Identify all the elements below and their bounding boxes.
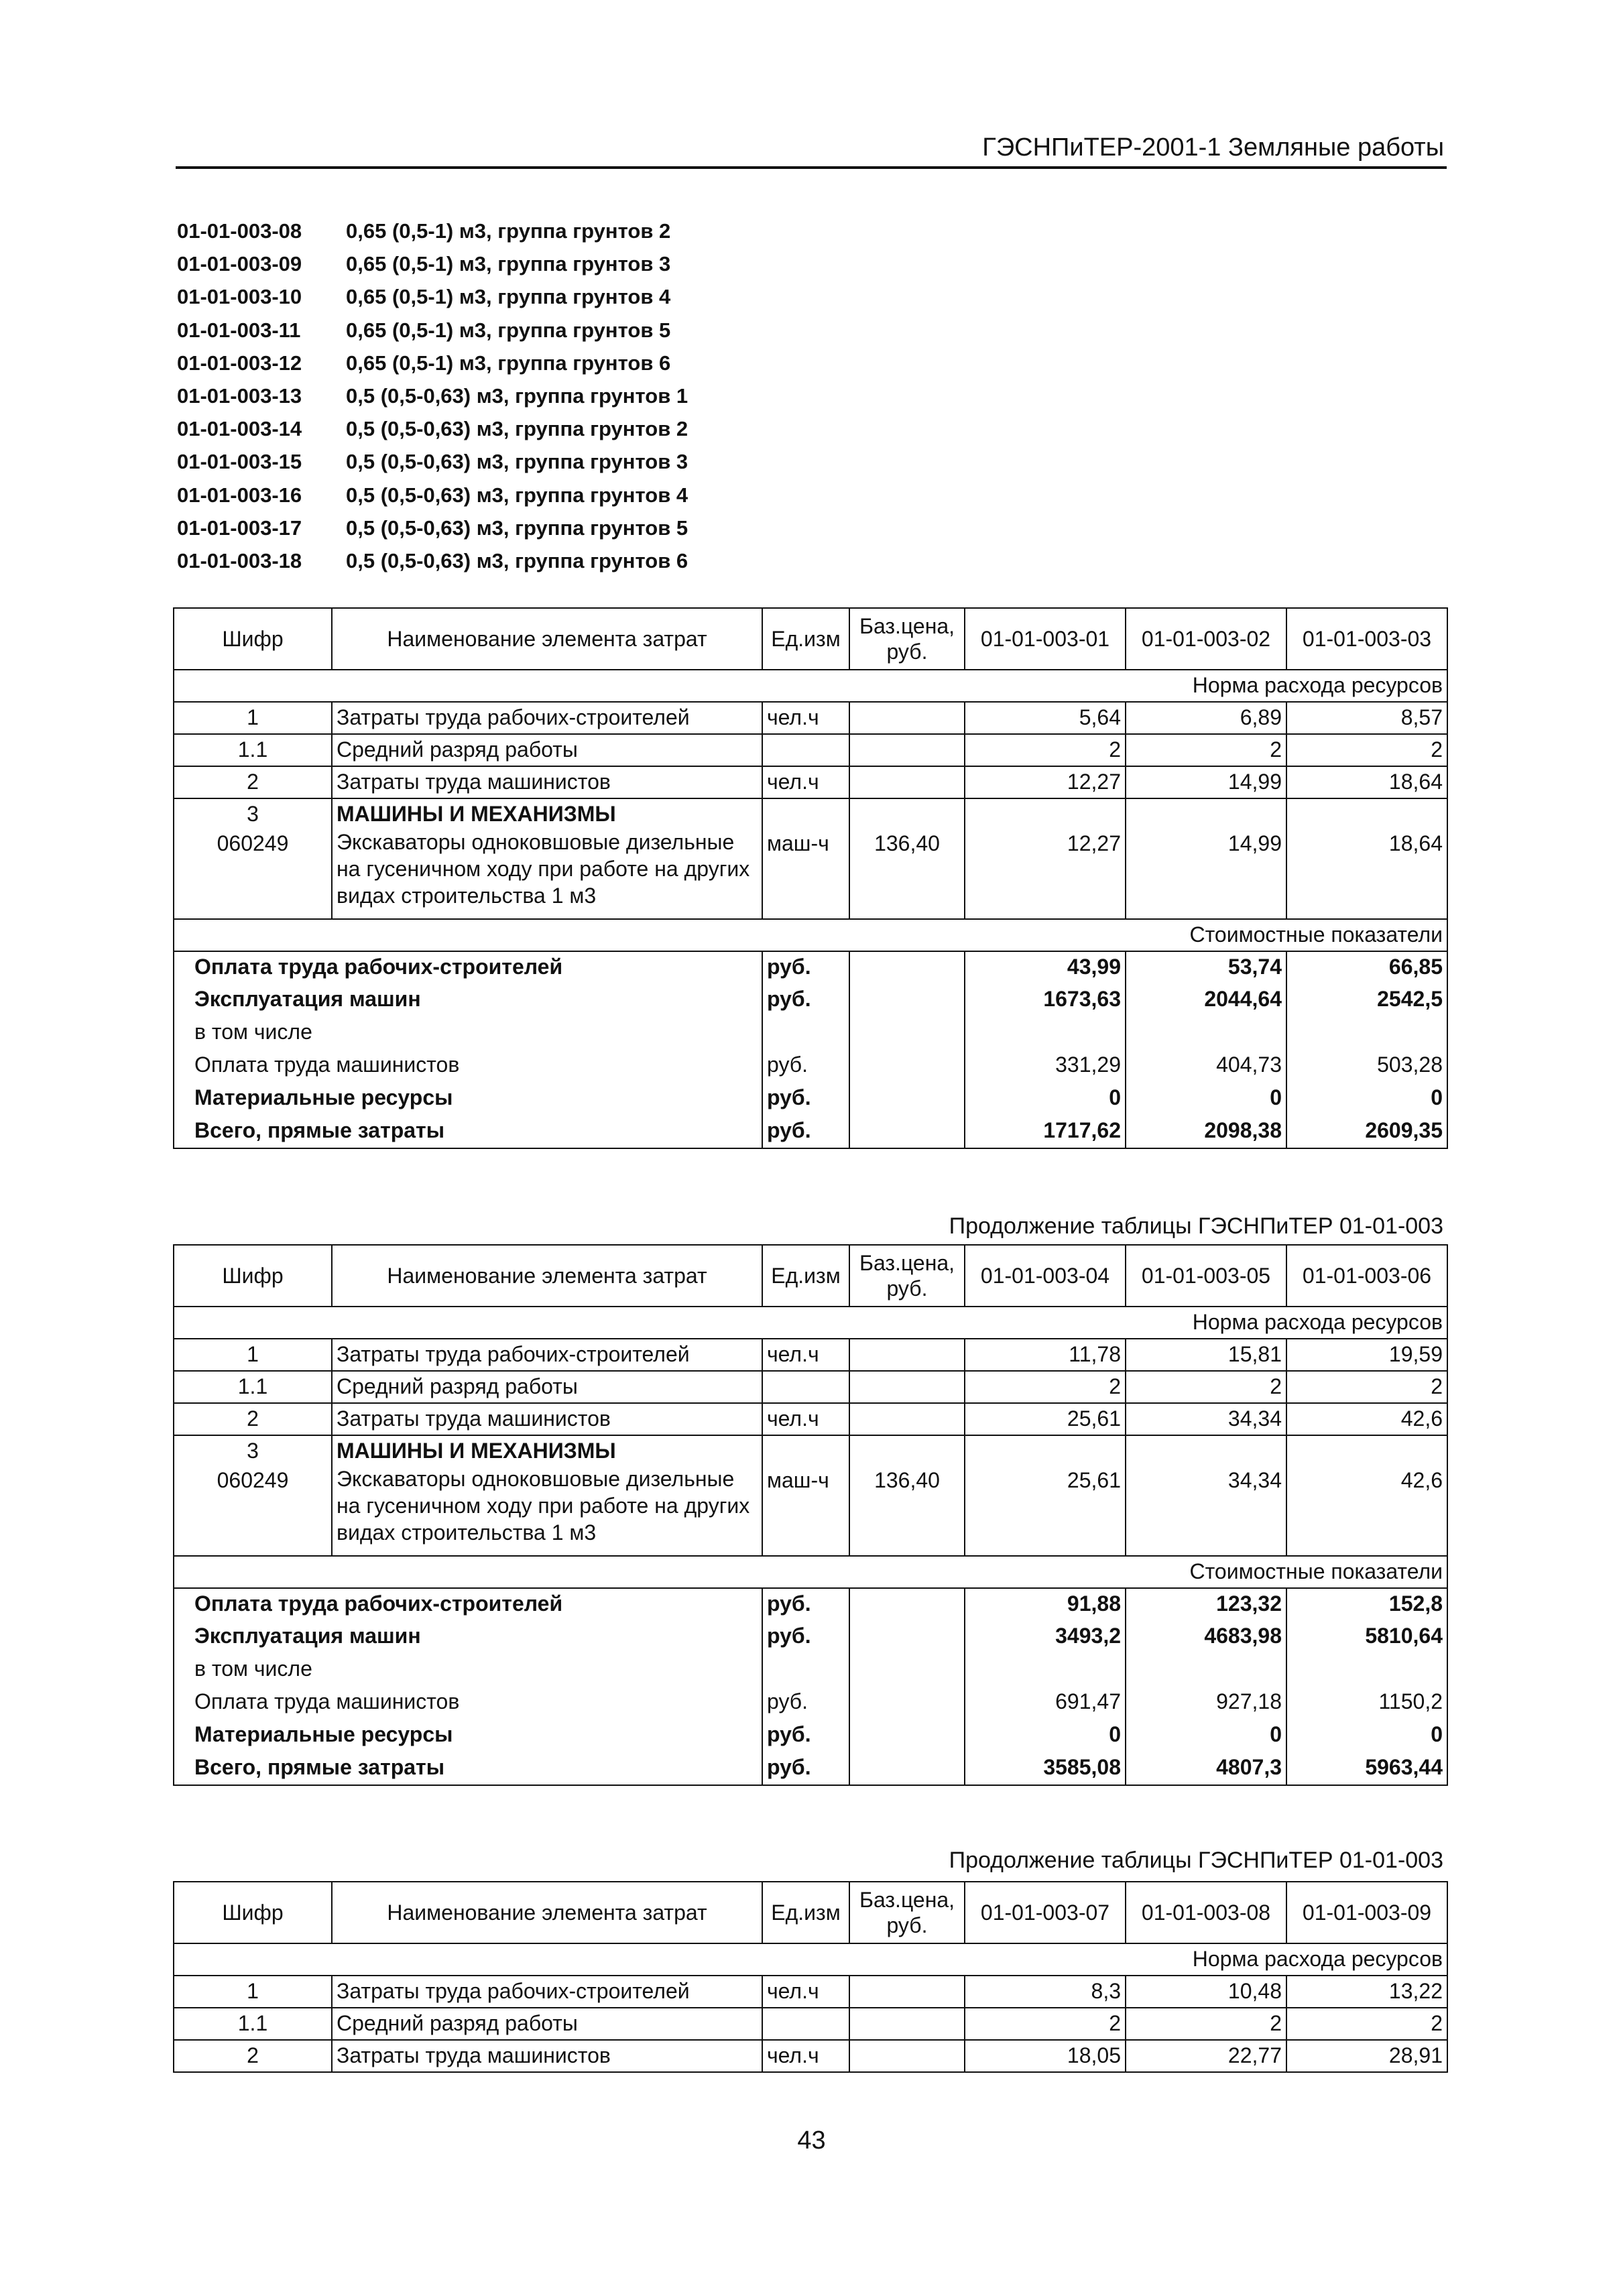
row-code: 1 bbox=[174, 702, 332, 734]
cost-row bbox=[174, 1050, 1447, 1083]
header-col-1: 01-01-003-07 bbox=[965, 1882, 1126, 1943]
row-price bbox=[849, 2040, 965, 2072]
cost-value: 1673,63 bbox=[965, 984, 1126, 1017]
page-header-title: ГЭСНПиТЕР-2001-1 Земляные работы bbox=[982, 133, 1444, 162]
cost-unit: руб. bbox=[762, 1621, 849, 1654]
machine-name: Экскаваторы одноковшовые дизельные на гусеничном ходу при работе на других видах строительства 1 м3 bbox=[337, 830, 750, 908]
cost-name: в том числе bbox=[174, 1017, 762, 1050]
machine-price: 136,40 bbox=[874, 1468, 940, 1492]
cost-value: 1717,62 bbox=[965, 1115, 1126, 1148]
machine-value: 14,99 bbox=[1227, 831, 1282, 855]
machine-unit: маш-ч bbox=[767, 831, 829, 855]
row-price bbox=[849, 1976, 965, 2008]
code-list bbox=[177, 215, 688, 577]
cost-row bbox=[174, 951, 1447, 984]
cost-value: 2044,64 bbox=[1126, 984, 1286, 1017]
row-value: 18,64 bbox=[1286, 766, 1447, 798]
header-price: Баз.цена, руб. bbox=[849, 1245, 965, 1307]
cost-value: 2609,35 bbox=[1286, 1115, 1447, 1148]
section-code: 3 bbox=[247, 1439, 259, 1463]
machine-code: 060249 bbox=[217, 1468, 289, 1492]
header-col-1: 01-01-003-01 bbox=[965, 608, 1126, 670]
row-code: 1 bbox=[174, 1976, 332, 2008]
row-unit: чел.ч bbox=[762, 1403, 849, 1435]
cost-value: 1150,2 bbox=[1286, 1687, 1447, 1719]
row-value: 12,27 bbox=[965, 766, 1126, 798]
cost-name: Оплата труда рабочих-строителей bbox=[174, 1588, 762, 1621]
header-col-2: 01-01-003-02 bbox=[1126, 608, 1286, 670]
item-description: 0,65 (0,5-1) м3, группа грунтов 6 bbox=[346, 351, 671, 375]
header-col-3: 01-01-003-03 bbox=[1286, 608, 1447, 670]
item-description: 0,5 (0,5-0,63) м3, группа грунтов 5 bbox=[346, 516, 688, 540]
row-code bbox=[174, 798, 332, 919]
row-name: Средний разряд работы bbox=[332, 1371, 762, 1403]
code-list-item bbox=[177, 511, 688, 544]
cost-row bbox=[174, 1588, 1447, 1621]
header-col-2: 01-01-003-08 bbox=[1126, 1882, 1286, 1943]
item-code: 01-01-003-16 bbox=[177, 483, 302, 507]
norm-title: Норма расхода ресурсов bbox=[174, 1307, 1447, 1339]
code-list-item bbox=[177, 247, 688, 280]
cost-name: Эксплуатация машин bbox=[174, 1621, 762, 1654]
item-code: 01-01-003-17 bbox=[177, 516, 302, 540]
cost-value: 5810,64 bbox=[1286, 1621, 1447, 1654]
table-row bbox=[174, 702, 1447, 734]
machine-code: 060249 bbox=[217, 831, 289, 855]
row-value: 11,78 bbox=[965, 1339, 1126, 1371]
cost-name: Всего, прямые затраты bbox=[174, 1752, 762, 1785]
code-list-item bbox=[177, 412, 688, 445]
item-description: 0,5 (0,5-0,63) м3, группа грунтов 3 bbox=[346, 450, 688, 474]
cost-value: 53,74 bbox=[1126, 951, 1286, 984]
cost-unit: руб. bbox=[762, 1719, 849, 1752]
machine-value: 18,64 bbox=[1388, 831, 1443, 855]
cost-row bbox=[174, 984, 1447, 1017]
row-price bbox=[849, 734, 965, 766]
continuation-caption: Продолжение таблицы ГЭСНПиТЕР 01-01-003 bbox=[949, 1848, 1443, 1873]
row-code: 1.1 bbox=[174, 1371, 332, 1403]
cost-value: 5963,44 bbox=[1286, 1752, 1447, 1785]
table-header-row bbox=[174, 608, 1447, 670]
table-row bbox=[174, 1403, 1447, 1435]
cost-value: 331,29 bbox=[965, 1050, 1126, 1083]
table-header-row bbox=[174, 1245, 1447, 1307]
row-value: 18,05 bbox=[965, 2040, 1126, 2072]
row-code: 2 bbox=[174, 1403, 332, 1435]
cost-unit: руб. bbox=[762, 1687, 849, 1719]
item-description: 0,5 (0,5-0,63) м3, группа грунтов 6 bbox=[346, 548, 688, 572]
estimate-table-3 bbox=[173, 1881, 1448, 2073]
code-list-item bbox=[177, 215, 688, 247]
row-price bbox=[849, 1403, 965, 1435]
row-unit bbox=[762, 1435, 849, 1556]
row-value: 25,61 bbox=[965, 1403, 1126, 1435]
estimate-table-2 bbox=[173, 1244, 1448, 1786]
row-name: Затраты труда машинистов bbox=[332, 2040, 762, 2072]
header-name: Наименование элемента затрат bbox=[332, 1882, 762, 1943]
item-description: 0,5 (0,5-0,63) м3, группа грунтов 4 bbox=[346, 483, 688, 507]
cost-title-row bbox=[174, 1556, 1447, 1588]
norm-title-row bbox=[174, 1307, 1447, 1339]
page-number: 43 bbox=[797, 2126, 826, 2155]
cost-row bbox=[174, 1687, 1447, 1719]
item-description: 0,65 (0,5-1) м3, группа грунтов 4 bbox=[346, 285, 671, 309]
row-code bbox=[174, 1435, 332, 1556]
row-price bbox=[849, 1435, 965, 1556]
row-value bbox=[1126, 798, 1286, 919]
page-header bbox=[176, 125, 1447, 169]
cost-value: 123,32 bbox=[1126, 1588, 1286, 1621]
cost-value: 503,28 bbox=[1286, 1050, 1447, 1083]
table-row bbox=[174, 1371, 1447, 1403]
cost-value: 0 bbox=[1286, 1719, 1447, 1752]
row-unit: чел.ч bbox=[762, 1339, 849, 1371]
item-code: 01-01-003-15 bbox=[177, 450, 302, 474]
row-unit bbox=[762, 1371, 849, 1403]
row-value: 2 bbox=[1126, 2008, 1286, 2040]
cost-unit: руб. bbox=[762, 1115, 849, 1148]
cost-row bbox=[174, 1115, 1447, 1148]
cost-unit: руб. bbox=[762, 1752, 849, 1785]
section-title: МАШИНЫ И МЕХАНИЗМЫ bbox=[337, 802, 616, 826]
row-value: 10,48 bbox=[1126, 1976, 1286, 2008]
table-row bbox=[174, 1976, 1447, 2008]
cost-row bbox=[174, 1621, 1447, 1654]
row-value: 2 bbox=[1286, 734, 1447, 766]
header-unit: Ед.изм bbox=[762, 1245, 849, 1307]
row-value bbox=[1126, 1435, 1286, 1556]
cost-row bbox=[174, 1752, 1447, 1785]
machinery-row bbox=[174, 1435, 1447, 1556]
cost-unit: руб. bbox=[762, 951, 849, 984]
row-value: 5,64 bbox=[965, 702, 1126, 734]
row-value: 22,77 bbox=[1126, 2040, 1286, 2072]
section-title: МАШИНЫ И МЕХАНИЗМЫ bbox=[337, 1439, 616, 1463]
machine-price: 136,40 bbox=[874, 831, 940, 855]
norm-title: Норма расхода ресурсов bbox=[174, 1943, 1447, 1976]
cost-value: 3493,2 bbox=[965, 1621, 1126, 1654]
section-code: 3 bbox=[247, 802, 259, 826]
row-code: 1.1 bbox=[174, 2008, 332, 2040]
cost-name: Оплата труда рабочих-строителей bbox=[174, 951, 762, 984]
row-unit bbox=[762, 2008, 849, 2040]
cost-value: 66,85 bbox=[1286, 951, 1447, 984]
norm-title: Норма расхода ресурсов bbox=[174, 670, 1447, 702]
cost-unit: руб. bbox=[762, 984, 849, 1017]
estimate-table-1 bbox=[173, 607, 1448, 1149]
row-price bbox=[849, 766, 965, 798]
header-unit: Ед.изм bbox=[762, 608, 849, 670]
row-name bbox=[332, 1435, 762, 1556]
cost-name: Эксплуатация машин bbox=[174, 984, 762, 1017]
row-name bbox=[332, 798, 762, 919]
cost-unit: руб. bbox=[762, 1083, 849, 1115]
row-value: 2 bbox=[965, 1371, 1126, 1403]
cost-value: 2542,5 bbox=[1286, 984, 1447, 1017]
cost-name: в том числе bbox=[174, 1654, 762, 1687]
table-row bbox=[174, 1339, 1447, 1371]
header-col-2: 01-01-003-05 bbox=[1126, 1245, 1286, 1307]
cost-title: Стоимостные показатели bbox=[174, 1556, 1447, 1588]
row-unit: чел.ч bbox=[762, 766, 849, 798]
cost-value: 404,73 bbox=[1126, 1050, 1286, 1083]
cost-value: 0 bbox=[1286, 1083, 1447, 1115]
item-code: 01-01-003-14 bbox=[177, 417, 302, 441]
row-price bbox=[849, 702, 965, 734]
header-name: Наименование элемента затрат bbox=[332, 608, 762, 670]
cost-row bbox=[174, 1654, 1447, 1687]
table-row bbox=[174, 766, 1447, 798]
machine-value: 42,6 bbox=[1400, 1468, 1443, 1492]
item-description: 0,65 (0,5-1) м3, группа грунтов 3 bbox=[346, 252, 671, 276]
cost-title: Стоимостные показатели bbox=[174, 919, 1447, 951]
cost-value: 4807,3 bbox=[1126, 1752, 1286, 1785]
row-value: 2 bbox=[1126, 1371, 1286, 1403]
cost-name: Материальные ресурсы bbox=[174, 1083, 762, 1115]
row-value: 2 bbox=[1286, 2008, 1447, 2040]
header-code: Шифр bbox=[174, 1245, 332, 1307]
row-code: 2 bbox=[174, 2040, 332, 2072]
header-name: Наименование элемента затрат bbox=[332, 1245, 762, 1307]
row-value: 8,57 bbox=[1286, 702, 1447, 734]
row-value: 14,99 bbox=[1126, 766, 1286, 798]
cost-value: 927,18 bbox=[1126, 1687, 1286, 1719]
row-code: 2 bbox=[174, 766, 332, 798]
cost-value: 4683,98 bbox=[1126, 1621, 1286, 1654]
cost-value: 0 bbox=[1126, 1083, 1286, 1115]
header-code: Шифр bbox=[174, 1882, 332, 1943]
cost-value: 43,99 bbox=[965, 951, 1126, 984]
cost-row bbox=[174, 1719, 1447, 1752]
machinery-row bbox=[174, 798, 1447, 919]
item-code: 01-01-003-13 bbox=[177, 383, 302, 408]
item-code: 01-01-003-11 bbox=[177, 318, 301, 342]
item-description: 0,65 (0,5-1) м3, группа грунтов 2 bbox=[346, 219, 671, 243]
row-value: 15,81 bbox=[1126, 1339, 1286, 1371]
header-col-3: 01-01-003-09 bbox=[1286, 1882, 1447, 1943]
row-unit: чел.ч bbox=[762, 2040, 849, 2072]
row-unit: чел.ч bbox=[762, 1976, 849, 2008]
machine-name: Экскаваторы одноковшовые дизельные на гусеничном ходу при работе на других видах строительства 1 м3 bbox=[337, 1467, 750, 1545]
row-value bbox=[1286, 1435, 1447, 1556]
norm-title-row bbox=[174, 1943, 1447, 1976]
table-row bbox=[174, 2008, 1447, 2040]
row-value bbox=[1286, 798, 1447, 919]
table-row bbox=[174, 734, 1447, 766]
machine-value: 34,34 bbox=[1227, 1468, 1282, 1492]
cost-row bbox=[174, 1083, 1447, 1115]
continuation-caption: Продолжение таблицы ГЭСНПиТЕР 01-01-003 bbox=[949, 1213, 1443, 1239]
cost-value: 691,47 bbox=[965, 1687, 1126, 1719]
item-description: 0,65 (0,5-1) м3, группа грунтов 5 bbox=[346, 318, 671, 342]
row-code: 1 bbox=[174, 1339, 332, 1371]
row-value: 8,3 bbox=[965, 1976, 1126, 2008]
header-col-3: 01-01-003-06 bbox=[1286, 1245, 1447, 1307]
machine-value: 12,27 bbox=[1067, 831, 1121, 855]
row-name: Затраты труда рабочих-строителей bbox=[332, 1976, 762, 2008]
code-list-item bbox=[177, 445, 688, 478]
row-unit bbox=[762, 798, 849, 919]
cost-value: 152,8 bbox=[1286, 1588, 1447, 1621]
code-list-item bbox=[177, 379, 688, 412]
item-description: 0,5 (0,5-0,63) м3, группа грунтов 1 bbox=[346, 383, 688, 408]
code-list-item bbox=[177, 544, 688, 577]
row-value: 42,6 bbox=[1286, 1403, 1447, 1435]
row-value: 2 bbox=[965, 734, 1126, 766]
row-name: Затраты труда рабочих-строителей bbox=[332, 1339, 762, 1371]
row-value: 19,59 bbox=[1286, 1339, 1447, 1371]
cost-value: 0 bbox=[965, 1719, 1126, 1752]
cost-title-row bbox=[174, 919, 1447, 951]
code-list-item bbox=[177, 347, 688, 379]
row-unit: чел.ч bbox=[762, 702, 849, 734]
table-row bbox=[174, 2040, 1447, 2072]
row-value: 34,34 bbox=[1126, 1403, 1286, 1435]
cost-value: 0 bbox=[965, 1083, 1126, 1115]
cost-name: Оплата труда машинистов bbox=[174, 1050, 762, 1083]
machine-value: 25,61 bbox=[1067, 1468, 1121, 1492]
header-price: Баз.цена, руб. bbox=[849, 608, 965, 670]
item-code: 01-01-003-08 bbox=[177, 219, 302, 243]
row-value: 2 bbox=[1126, 734, 1286, 766]
row-value: 2 bbox=[965, 2008, 1126, 2040]
row-name: Затраты труда рабочих-строителей bbox=[332, 702, 762, 734]
cost-name: Всего, прямые затраты bbox=[174, 1115, 762, 1148]
row-name: Средний разряд работы bbox=[332, 734, 762, 766]
code-list-item bbox=[177, 280, 688, 313]
item-code: 01-01-003-10 bbox=[177, 285, 302, 309]
item-code: 01-01-003-09 bbox=[177, 252, 302, 276]
code-list-item bbox=[177, 314, 688, 347]
row-price bbox=[849, 798, 965, 919]
cost-value: 0 bbox=[1126, 1719, 1286, 1752]
row-value bbox=[965, 1435, 1126, 1556]
cost-value: 91,88 bbox=[965, 1588, 1126, 1621]
cost-value: 2098,38 bbox=[1126, 1115, 1286, 1148]
row-value: 13,22 bbox=[1286, 1976, 1447, 2008]
cost-name: Оплата труда машинистов bbox=[174, 1687, 762, 1719]
cost-unit: руб. bbox=[762, 1050, 849, 1083]
cost-row bbox=[174, 1017, 1447, 1050]
row-price bbox=[849, 1371, 965, 1403]
item-description: 0,5 (0,5-0,63) м3, группа грунтов 2 bbox=[346, 417, 688, 441]
item-code: 01-01-003-18 bbox=[177, 548, 302, 572]
row-value: 6,89 bbox=[1126, 702, 1286, 734]
row-name: Затраты труда машинистов bbox=[332, 1403, 762, 1435]
header-col-1: 01-01-003-04 bbox=[965, 1245, 1126, 1307]
row-name: Средний разряд работы bbox=[332, 2008, 762, 2040]
table-header-row bbox=[174, 1882, 1447, 1943]
item-code: 01-01-003-12 bbox=[177, 351, 302, 375]
cost-value: 3585,08 bbox=[965, 1752, 1126, 1785]
header-unit: Ед.изм bbox=[762, 1882, 849, 1943]
row-name: Затраты труда машинистов bbox=[332, 766, 762, 798]
header-code: Шифр bbox=[174, 608, 332, 670]
row-value: 28,91 bbox=[1286, 2040, 1447, 2072]
row-price bbox=[849, 1339, 965, 1371]
norm-title-row bbox=[174, 670, 1447, 702]
header-price: Баз.цена, руб. bbox=[849, 1882, 965, 1943]
row-price bbox=[849, 2008, 965, 2040]
row-value bbox=[965, 798, 1126, 919]
row-value: 2 bbox=[1286, 1371, 1447, 1403]
code-list-item bbox=[177, 479, 688, 511]
row-code: 1.1 bbox=[174, 734, 332, 766]
cost-unit: руб. bbox=[762, 1588, 849, 1621]
machine-unit: маш-ч bbox=[767, 1468, 829, 1492]
row-unit bbox=[762, 734, 849, 766]
cost-name: Материальные ресурсы bbox=[174, 1719, 762, 1752]
